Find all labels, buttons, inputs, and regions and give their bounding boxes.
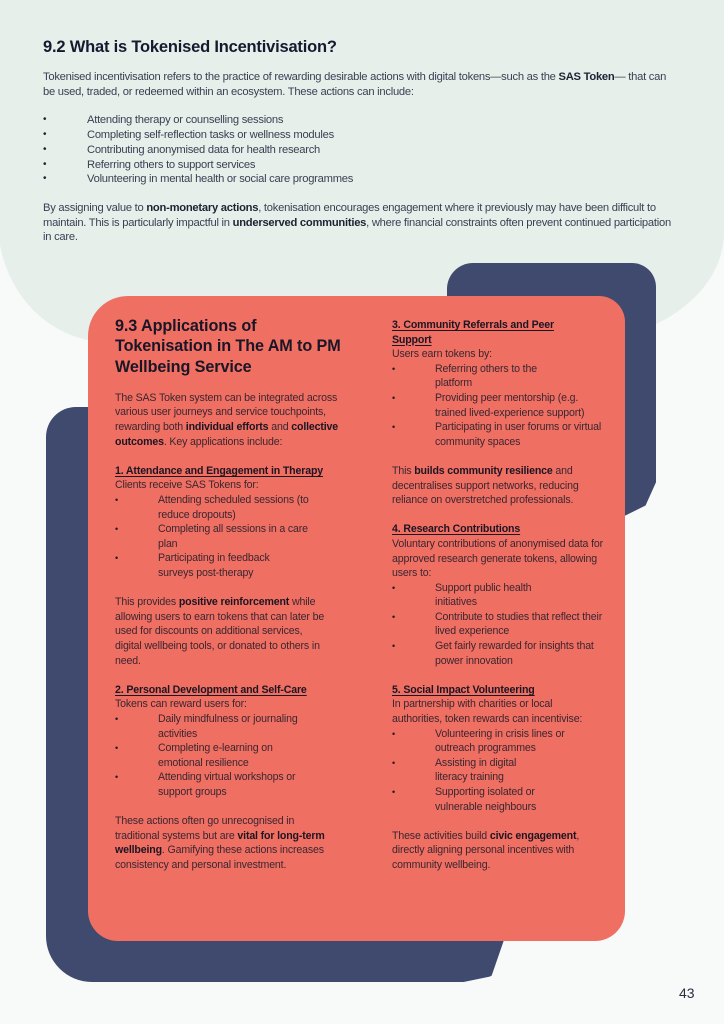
list-item: • Attending virtual workshops or support groups — [115, 770, 343, 799]
list-item: • Referring others to support services — [43, 158, 683, 173]
item-lead: Tokens can reward users for: — [115, 698, 247, 711]
list-item: • Providing peer mentorship (e.g. trained lived-experience support) — [392, 391, 614, 420]
item-bullets — [115, 493, 343, 581]
item-heading: 5. Social Impact Volunteering — [392, 683, 535, 696]
item-summary: These activities build civic engagement, directly aligning personal incentives with community wellbeing. — [392, 829, 580, 871]
card-right-column — [392, 318, 614, 873]
card-left-column — [115, 316, 343, 872]
item-heading: 3. Community Referrals and Peer Support — [392, 319, 554, 346]
list-item: • Attending therapy or counselling sessions — [43, 113, 683, 128]
item-heading: 4. Research Contributions — [392, 523, 521, 536]
list-item: • Supporting isolated or vulnerable neighbours — [392, 785, 614, 814]
list-item: • Contributing anonymised data for health research — [43, 143, 683, 158]
card-title: 9.3 Applications of Tokenisation in The AM to PM Wellbeing Service — [115, 317, 341, 376]
list-item: • Volunteering in crisis lines or outreach programmes — [392, 727, 614, 756]
application-item-personal-development — [115, 683, 343, 873]
card-intro: The SAS Token system can be integrated across various user journeys and service touchpoints, rewarding both individual efforts and collective outcomes. Key applications include: — [115, 391, 339, 448]
item-bullets — [392, 362, 614, 450]
list-item: • Completing self-reflection tasks or wellness modules — [43, 128, 683, 143]
list-item: • Participating in user forums or virtual community spaces — [392, 420, 614, 449]
item-lead: Clients receive SAS Tokens for: — [115, 479, 259, 492]
section-closing: By assigning value to non-monetary actions, tokenisation encourages engagement where it previously may have been difficult to maintain. This is particularly impactful in underserved communities, where financial constraints often prevent continued participation in care. — [43, 201, 671, 244]
page-number: 43 — [679, 985, 695, 1001]
list-item: • Volunteering in mental health or social care programmes — [43, 172, 683, 187]
item-summary: This provides positive reinforcement while allowing users to earn tokens that can later be used for discounts on additional services, digital wellbeing tools, or donated to others in need. — [115, 596, 325, 667]
list-item: • Participating in feedback surveys post-therapy — [115, 551, 343, 580]
item-lead: Voluntary contributions of anonymised data for approved research generate tokens, allowing users to: — [392, 537, 603, 580]
item-heading: 2. Personal Development and Self-Care — [115, 683, 307, 696]
application-item-research — [392, 522, 614, 668]
item-summary: This builds community resilience and decentralises support networks, reducing reliance on overstretched professionals. — [392, 464, 579, 507]
list-item: • Get fairly rewarded for insights that power innovation — [392, 639, 614, 668]
application-item-attendance — [115, 464, 343, 668]
application-item-community — [392, 318, 614, 508]
application-item-volunteering — [392, 683, 614, 873]
actions-list — [43, 113, 683, 187]
applications-card — [88, 296, 625, 941]
list-item: • Completing all sessions in a care plan — [115, 522, 343, 551]
item-bullets — [392, 727, 614, 815]
list-item: • Contribute to studies that reflect their lived experience — [392, 610, 614, 639]
item-summary: These actions often go unrecognised in traditional systems but are vital for long-term wellbeing. Gamifying these actions increases consistency and personal investment. — [115, 815, 325, 871]
list-item: • Completing e-learning on emotional resilience — [115, 741, 343, 770]
section-intro: Tokenised incentivisation refers to the practice of rewarding desirable actions with digital tokens—such as the SAS Token— that can be used, traded, or redeemed within an ecosystem. These actions can include: — [43, 71, 667, 98]
sas-token-emphasis: SAS Token — [558, 71, 615, 83]
section-title: 9.2 What is Tokenised Incentivisation? — [43, 38, 337, 56]
item-bullets — [392, 581, 614, 669]
item-lead: In partnership with charities or local authorities, token rewards can incentivise: — [392, 698, 583, 726]
section-9-2 — [43, 38, 683, 245]
item-heading: 1. Attendance and Engagement in Therapy — [115, 464, 324, 477]
list-item: • Attending scheduled sessions (to reduce dropouts) — [115, 493, 343, 522]
list-item: • Support public health initiatives — [392, 581, 614, 610]
list-item: • Referring others to the platform — [392, 362, 614, 391]
item-lead: Users earn tokens by: — [392, 348, 492, 361]
item-bullets — [115, 712, 343, 800]
list-item: • Daily mindfulness or journaling activities — [115, 712, 343, 741]
list-item: • Assisting in digital literacy training — [392, 756, 614, 785]
